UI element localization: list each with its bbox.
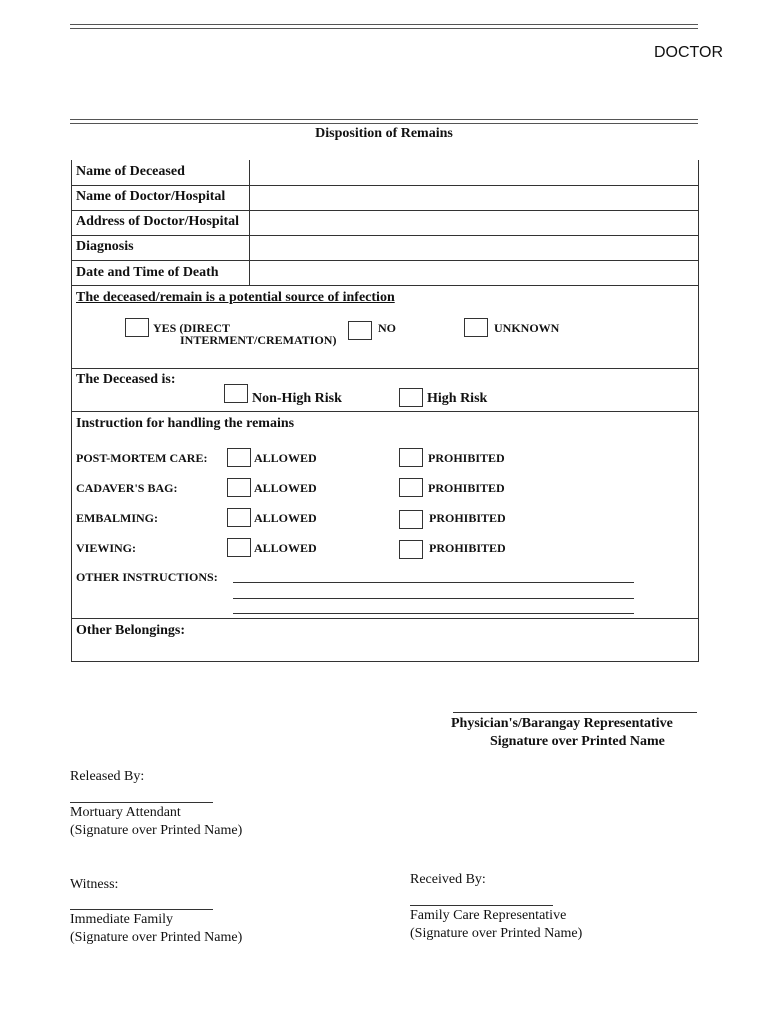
- label-column-divider: [249, 160, 250, 285]
- infection-no-label: NO: [378, 321, 396, 335]
- cadavers-bag-prohibited-checkbox[interactable]: [399, 478, 423, 497]
- doctor-hospital-address-field[interactable]: [252, 212, 692, 234]
- date-time-of-death-label: Date and Time of Death: [76, 265, 219, 280]
- immediate-family-label: Immediate Family: [70, 912, 174, 927]
- post-mortem-care-prohibited-label: PROHIBITED: [428, 451, 505, 465]
- other-belongings-field[interactable]: [222, 621, 692, 657]
- post-mortem-care-allowed-label: ALLOWED: [254, 451, 317, 465]
- infection-yes-label: YES (DIRECT: [153, 321, 231, 335]
- family-care-representative-label: Family Care Representative: [410, 908, 567, 923]
- row-divider: [72, 411, 698, 412]
- infection-unknown-label: UNKNOWN: [494, 321, 560, 335]
- deceased-risk-heading: The Deceased is:: [76, 372, 176, 387]
- witness-label: Witness:: [70, 877, 119, 892]
- form-title: Disposition of Remains: [315, 126, 453, 141]
- embalming-prohibited-checkbox[interactable]: [399, 510, 423, 529]
- viewing-label: VIEWING:: [76, 541, 137, 555]
- mortuary-attendant-label: Mortuary Attendant: [70, 805, 181, 820]
- immediate-family-signature-line[interactable]: [70, 909, 213, 910]
- diagnosis-label: Diagnosis: [76, 239, 134, 254]
- embalming-label: EMBALMING:: [76, 511, 158, 525]
- date-time-of-death-field[interactable]: [252, 262, 692, 284]
- name-of-deceased-field[interactable]: [252, 162, 692, 184]
- high-risk-checkbox[interactable]: [399, 388, 423, 407]
- cadavers-bag-label: CADAVER'S BAG:: [76, 481, 178, 495]
- disposition-form: [71, 160, 699, 662]
- high-risk-label: High Risk: [427, 391, 488, 406]
- viewing-prohibited-label: PROHIBITED: [429, 541, 506, 555]
- top-double-rule: [70, 24, 698, 29]
- other-instructions-line[interactable]: [233, 598, 634, 599]
- post-mortem-care-allowed-checkbox[interactable]: [227, 448, 251, 467]
- infection-heading: The deceased/remain is a potential source of infection: [76, 290, 395, 305]
- mortuary-attendant-signature-line[interactable]: [70, 802, 213, 803]
- other-instructions-line[interactable]: [233, 582, 634, 583]
- non-high-risk-checkbox[interactable]: [224, 384, 248, 403]
- embalming-allowed-checkbox[interactable]: [227, 508, 251, 527]
- family-care-rep-signature-line[interactable]: [410, 905, 553, 906]
- cadavers-bag-allowed-checkbox[interactable]: [227, 478, 251, 497]
- embalming-prohibited-label: PROHIBITED: [429, 511, 506, 525]
- other-instructions-line[interactable]: [233, 613, 634, 614]
- doctor-hospital-name-label: Name of Doctor/Hospital: [76, 189, 226, 204]
- physician-signature-line[interactable]: [453, 712, 697, 713]
- title-double-rule: [70, 119, 698, 124]
- row-divider: [72, 210, 698, 211]
- infection-unknown-checkbox[interactable]: [464, 318, 488, 337]
- viewing-allowed-checkbox[interactable]: [227, 538, 251, 557]
- doctor-hospital-address-label: Address of Doctor/Hospital: [76, 214, 240, 229]
- handling-instructions-heading: Instruction for handling the remains: [76, 416, 295, 431]
- released-by-label: Released By:: [70, 769, 145, 784]
- row-divider: [72, 368, 698, 369]
- non-high-risk-label: Non-High Risk: [252, 391, 342, 406]
- row-divider: [72, 260, 698, 261]
- viewing-prohibited-checkbox[interactable]: [399, 540, 423, 559]
- doctor-hospital-name-field[interactable]: [252, 187, 692, 209]
- name-of-deceased-label: Name of Deceased: [76, 164, 185, 179]
- infection-no-checkbox[interactable]: [348, 321, 372, 340]
- infection-yes-label-line2: INTERMENT/CREMATION): [180, 333, 337, 347]
- physician-representative-label: Physician's/Barangay Representative: [451, 716, 673, 731]
- row-divider: [72, 618, 698, 619]
- received-by-label: Received By:: [410, 872, 486, 887]
- row-divider: [72, 185, 698, 186]
- family-care-representative-caption: (Signature over Printed Name): [410, 926, 583, 941]
- cadavers-bag-prohibited-label: PROHIBITED: [428, 481, 505, 495]
- other-belongings-label: Other Belongings:: [76, 623, 186, 638]
- post-mortem-care-label: POST-MORTEM CARE:: [76, 451, 208, 465]
- diagnosis-field[interactable]: [252, 237, 692, 259]
- physician-signature-caption: Signature over Printed Name: [490, 734, 665, 749]
- other-instructions-label: OTHER INSTRUCTIONS:: [76, 570, 218, 584]
- doctor-label: DOCTOR: [654, 44, 724, 61]
- cadavers-bag-allowed-label: ALLOWED: [254, 481, 317, 495]
- mortuary-attendant-caption: (Signature over Printed Name): [70, 823, 243, 838]
- immediate-family-caption: (Signature over Printed Name): [70, 930, 243, 945]
- embalming-allowed-label: ALLOWED: [254, 511, 317, 525]
- row-divider: [72, 235, 698, 236]
- viewing-allowed-label: ALLOWED: [254, 541, 317, 555]
- row-divider: [72, 285, 698, 286]
- post-mortem-care-prohibited-checkbox[interactable]: [399, 448, 423, 467]
- infection-yes-checkbox[interactable]: [125, 318, 149, 337]
